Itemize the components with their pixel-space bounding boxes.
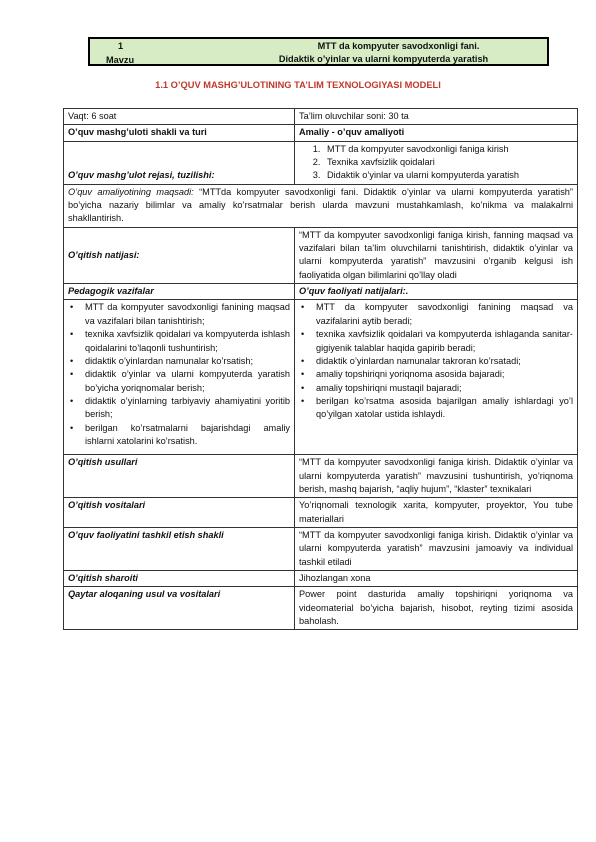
list-item: 1. MTT da kompyuter savodxonligi faniga kirish	[323, 143, 573, 156]
time-cell: Vaqt: 6 soat	[64, 109, 295, 125]
org-label: O’quv faoliyatini tashkil etish shakli	[64, 527, 295, 570]
table-row	[64, 109, 578, 125]
list-item: • amaliy topshiriqni yoriqnoma asosida bajaradi;	[316, 368, 573, 381]
list-item: • MTT da kompyuter savodxonligi fanining maqsad va vazifalarini aytib beradi;	[316, 301, 573, 328]
table-row	[64, 527, 578, 570]
table-row	[64, 455, 578, 498]
form-label: O’quv mashg’uloti shakli va turi	[64, 125, 295, 141]
form-value: Amaliy - o’quv amaliyoti	[295, 125, 578, 141]
list-item: 3. Didaktik o’yinlar va ularni kompyuterda yaratish	[323, 169, 573, 182]
list-item: 2. Texnika xavfsizlik qoidalari	[323, 156, 573, 169]
methods-label: O’qitish usullari	[64, 455, 295, 498]
table-row	[64, 141, 578, 184]
tools-text: Yo’riqnomali texnologik xarita, kompyuter, proyektor, You tube materiallari	[295, 498, 578, 528]
list-item: • amaliy topshiriqni mustaqil bajaradi;	[316, 382, 573, 395]
feedback-label: Qaytar aloqaning usul va vositalari	[64, 587, 295, 630]
ped-tasks-list	[68, 301, 290, 448]
ped-tasks-cell	[64, 300, 295, 455]
aim-label: O’quv amaliyotining maqsadi:	[68, 186, 194, 197]
plan-label: O’quv mashg’ulot rejasi, tuzilishi:	[64, 141, 295, 184]
list-item: • MTT da kompyuter savodxonligi fanining maqsad va vazifalari bilan tanishtirish;	[85, 301, 290, 328]
aim-cell	[64, 184, 578, 227]
plan-list	[299, 143, 573, 183]
plan-cell	[295, 141, 578, 184]
table-row	[64, 300, 578, 455]
lesson-header	[88, 37, 549, 66]
table-row	[64, 587, 578, 630]
table-row	[64, 571, 578, 587]
list-item: • didaktik o’yinlar va ularni kompyuterda yaratish bo’yicha yoriqnomalar berish;	[85, 368, 290, 395]
methods-text: “MTT da kompyuter savodxonligi faniga kirish. Didaktik o’yinlar va ularni kompyuterda yaratish” mavzusini tushuntirish, yo’riqnoma berish, mashq bajarish, “aqliy hujum”, “klaster” texnikalari	[295, 455, 578, 498]
list-item: • berilgan ko’rsatmalarni bajarishdagi amaliy ishlarni xatolarini ko’rsatish.	[85, 422, 290, 449]
activity-results-label: O’quv faoliyati natijalari:.	[295, 284, 578, 300]
conditions-text: Jihozlangan xona	[295, 571, 578, 587]
lesson-number: 1	[118, 41, 124, 51]
org-text: “MTT da kompyuter savodxonligi faniga kirish. Didaktik o’yinlar va ularni kompyuterda yaratish” mavzusini jamoaviy va individual tashkil etiladi	[295, 527, 578, 570]
conditions-label: O’qitish sharoiti	[64, 571, 295, 587]
list-item: • didaktik o’yinlardan namunalar takroran ko’rsatadi;	[316, 355, 573, 368]
technology-model-table	[63, 108, 578, 630]
table-row	[64, 498, 578, 528]
list-item: • berilgan ko’rsatma asosida bajarilgan amaliy ishlardagi yo’l qo’yilgan xatolar ustida ishlaydi.	[316, 395, 573, 422]
result-label: O’qitish natijasi:	[64, 227, 295, 283]
table-row	[64, 284, 578, 300]
activity-results-cell	[295, 300, 578, 455]
model-title: 1.1 O’QUV MASHG’ULOTINING TA’LIM TEXNOLOGIYASI MODELI	[155, 80, 441, 90]
feedback-text: Power point dasturida amaliy topshiriqni yoriqnoma va videomaterial bo’yicha bajarish, hisobot, reyting tizimi asosida baholash.	[295, 587, 578, 630]
lesson-title-line1: MTT da kompyuter savodxonligi fani.	[317, 41, 480, 51]
list-item: • texnika xavfsizlik qoidalari va kompyuterda ishlaganda sanitar-gigiyenik talablar haqida gapirib beradi;	[316, 328, 573, 355]
list-item: • didaktik o’yinlarning tarbiyaviy ahamiyatini yoritib berish;	[85, 395, 290, 422]
students-cell: Ta’lim oluvchilar soni: 30 ta	[295, 109, 578, 125]
list-item: • texnika xavfsizlik qoidalari va kompyuterda ishlash qoidalarini to’laqonli tushuntirish;	[85, 328, 290, 355]
table-row	[64, 227, 578, 283]
lesson-title-line2: Didaktik o’yinlar va ularni kompyuterda yaratish	[278, 54, 489, 64]
table-row	[64, 125, 578, 141]
table-row	[64, 184, 578, 227]
list-item: • didaktik o’yinlardan namunalar ko’rsatish;	[85, 355, 290, 368]
aim-text: “MTTda kompyuter savodxonligi fani. Didaktik o’yinlar va ularni kompyuterda yaratish” bo’yicha nazariy bilimlar va amaliy ko’rsatmalar berish ularda mavzuni mustahkamlash, ko’nikma va malakalrni shakllantirish.	[68, 186, 573, 224]
mavzu-label: Mavzu	[106, 55, 135, 65]
result-text: “MTT da kompyuter savodxonligi faniga kirish, fanning maqsad va vazifalari bilan ta’lim oluvchilarni tanishtirish, didaktik o’yinlar va ularni kompyuterda yaratish” mavzusini o’rganib kelgusi ish faoliyatida olgan bilimlarini qo’llay oladi	[295, 227, 578, 283]
tools-label: O’qitish vositalari	[64, 498, 295, 528]
ped-tasks-label: Pedagogik vazifalar	[64, 284, 295, 300]
activity-results-list	[299, 301, 573, 421]
